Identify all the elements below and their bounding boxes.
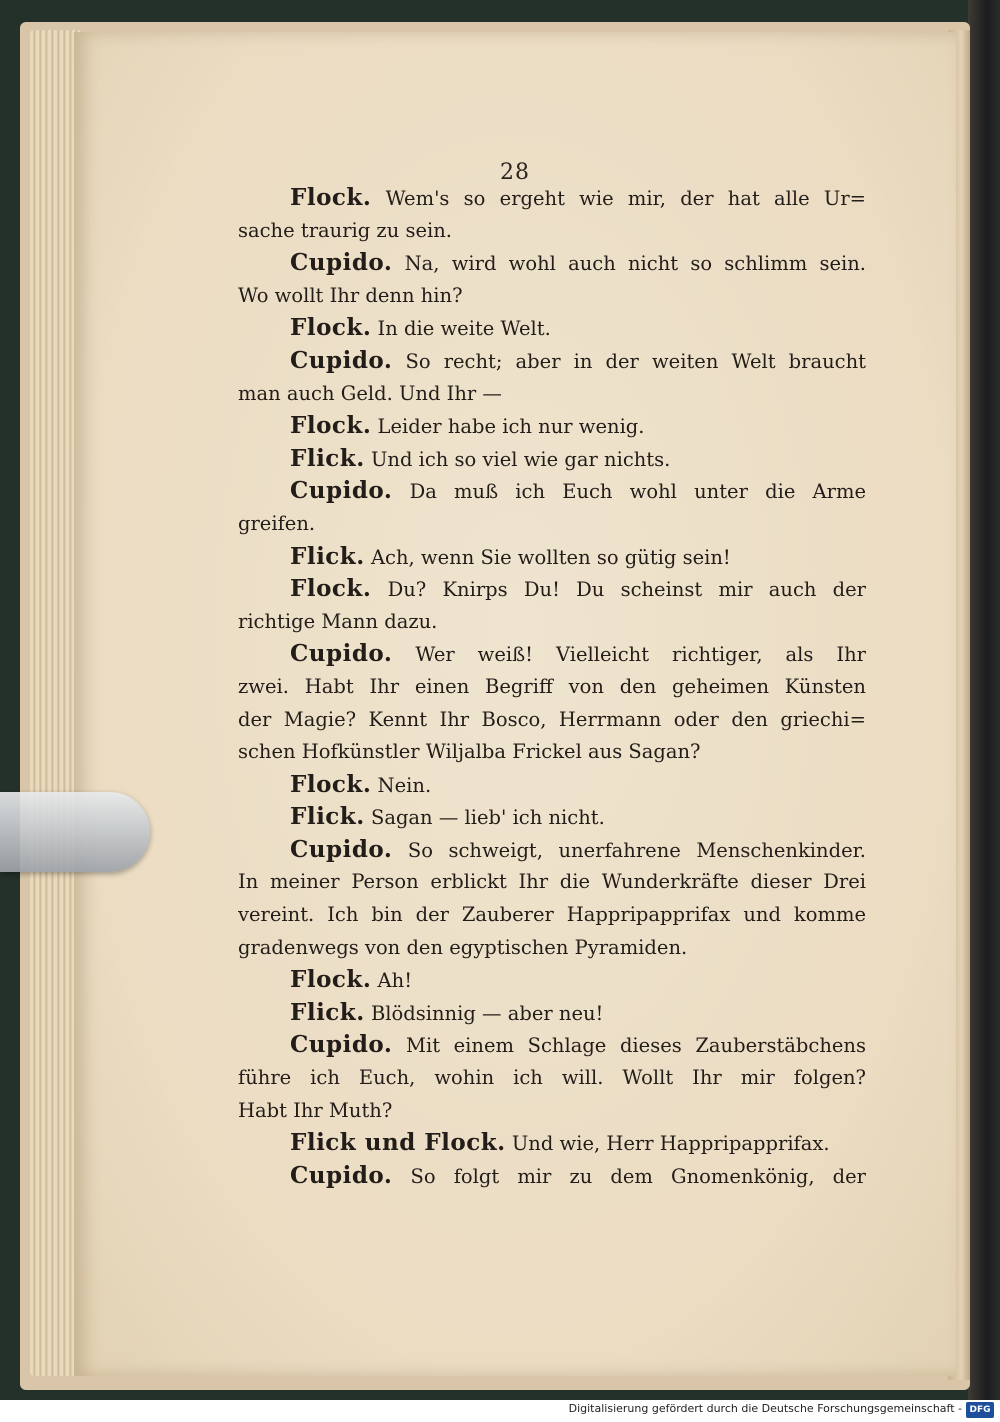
text-line: [238, 312, 866, 345]
text-line: [238, 1160, 866, 1193]
text-line: [238, 801, 866, 834]
speaker-name: Cupido.: [290, 477, 393, 505]
line-text: man auch Geld. Und Ihr —: [238, 381, 502, 405]
page-stack-edge: [30, 30, 80, 1376]
text-line: [238, 1127, 866, 1160]
text-line: [238, 606, 866, 639]
line-text: Habt Ihr Muth?: [238, 1098, 393, 1122]
line-text: schen Hofkünstler Wiljalba Frickel aus Sagan?: [238, 740, 701, 764]
page-text-block: [238, 182, 866, 1192]
line-text: So folgt mir zu dem Gnomenkönig, der: [392, 1164, 866, 1188]
line-text: Du? Knirps Du! Du scheinst mir auch der: [371, 578, 866, 602]
text-line: [238, 508, 866, 541]
text-line: [238, 671, 866, 704]
speaker-name: Cupido.: [290, 1161, 393, 1189]
speaker-name: Flick.: [290, 803, 365, 831]
text-line: [238, 280, 866, 313]
text-line: [238, 475, 866, 508]
text-line: [238, 769, 866, 802]
text-line: [238, 704, 866, 737]
speaker-name: Cupido.: [290, 640, 393, 668]
line-text: vereint. Ich bin der Zauberer Happripapprifax und komme: [238, 903, 866, 927]
line-text: führe ich Euch, wohin ich will. Wollt Ihr mir folgen?: [238, 1066, 866, 1090]
line-text: Und wie, Herr Happripapprifax.: [505, 1132, 830, 1156]
text-line: [238, 1029, 866, 1062]
text-line: [238, 964, 866, 997]
line-text: Blödsinnig — aber neu!: [364, 1001, 604, 1025]
line-text: Wem's so ergeht wie mir, der hat alle Ur=: [371, 187, 866, 210]
dfg-logo-icon: DFG: [966, 1402, 994, 1418]
speaker-name: Flock.: [290, 314, 372, 342]
speaker-name: Flock.: [290, 770, 372, 798]
footer-credit-text: Digitalisierung gefördert durch die Deutsche Forschungsgemeinschaft -: [568, 1402, 962, 1415]
line-text: Mit einem Schlage dieses Zauberstäbchens: [392, 1034, 866, 1058]
line-text: Ach, wenn Sie wollten so gütig sein!: [364, 545, 731, 569]
text-line: [238, 834, 866, 867]
line-text: So recht; aber in der weiten Welt braucht: [392, 349, 866, 373]
text-line: [238, 378, 866, 411]
text-line: [238, 866, 866, 899]
speaker-name: Cupido.: [290, 835, 393, 863]
line-text: So schweigt, unerfahrene Menschenkinder.: [392, 838, 866, 862]
speaker-name: Flock.: [290, 966, 372, 994]
speaker-name: Flick.: [290, 444, 365, 472]
text-line: [238, 541, 866, 574]
page-number: 28: [500, 160, 530, 185]
text-line: [238, 638, 866, 671]
speaker-name: Cupido.: [290, 346, 393, 374]
line-text: Da muß ich Euch wohl unter die Arme: [392, 480, 866, 504]
line-text: Sagan — lieb' ich nicht.: [364, 806, 605, 830]
line-text: gradenwegs von den egyptischen Pyramiden.: [238, 935, 688, 959]
speaker-name: Flick.: [290, 542, 365, 570]
speaker-name: Flock.: [290, 412, 372, 440]
line-text: sache traurig zu sein.: [238, 218, 453, 242]
text-line: [238, 932, 866, 965]
text-line: [238, 182, 866, 215]
text-line: [238, 736, 866, 769]
text-line: [238, 345, 866, 378]
text-line: [238, 443, 866, 476]
speaker-name: Flick.: [290, 998, 365, 1026]
text-line: [238, 1062, 866, 1095]
line-text: Ah!: [371, 969, 413, 993]
line-text: Leider habe ich nur wenig.: [371, 415, 645, 439]
line-text: Nein.: [371, 773, 432, 797]
scanner-background-right: [968, 0, 1000, 1400]
line-text: In meiner Person erblickt Ihr die Wunderkräfte dieser Drei: [238, 870, 866, 894]
line-text: Na, wird wohl auch nicht so schlimm sein.: [392, 252, 866, 276]
line-text: Wo wollt Ihr denn hin?: [238, 283, 463, 307]
line-text: In die weite Welt.: [371, 317, 551, 341]
line-text: der Magie? Kennt Ihr Bosco, Herrmann oder den griechi=: [238, 707, 866, 731]
line-text: greifen.: [238, 511, 316, 535]
speaker-name: Flock.: [290, 184, 372, 211]
text-line: [238, 215, 866, 248]
speaker-name: Cupido.: [290, 1031, 393, 1059]
page-clip: [0, 792, 150, 872]
line-text: richtige Mann dazu.: [238, 609, 438, 633]
line-text: Wer weiß! Vielleicht richtiger, als Ihr: [392, 643, 866, 667]
speaker-name: Flick und Flock.: [290, 1129, 506, 1157]
text-line: [238, 573, 866, 606]
text-line: [238, 410, 866, 443]
text-line: [238, 247, 866, 280]
text-line: [238, 997, 866, 1030]
text-line: [238, 899, 866, 932]
speaker-name: Cupido.: [290, 249, 393, 277]
text-line: [238, 1095, 866, 1128]
line-text: zwei. Habt Ihr einen Begriff von den geheimen Künsten: [238, 674, 866, 698]
speaker-name: Flock.: [290, 575, 372, 603]
line-text: Und ich so viel wie gar nichts.: [364, 447, 671, 471]
